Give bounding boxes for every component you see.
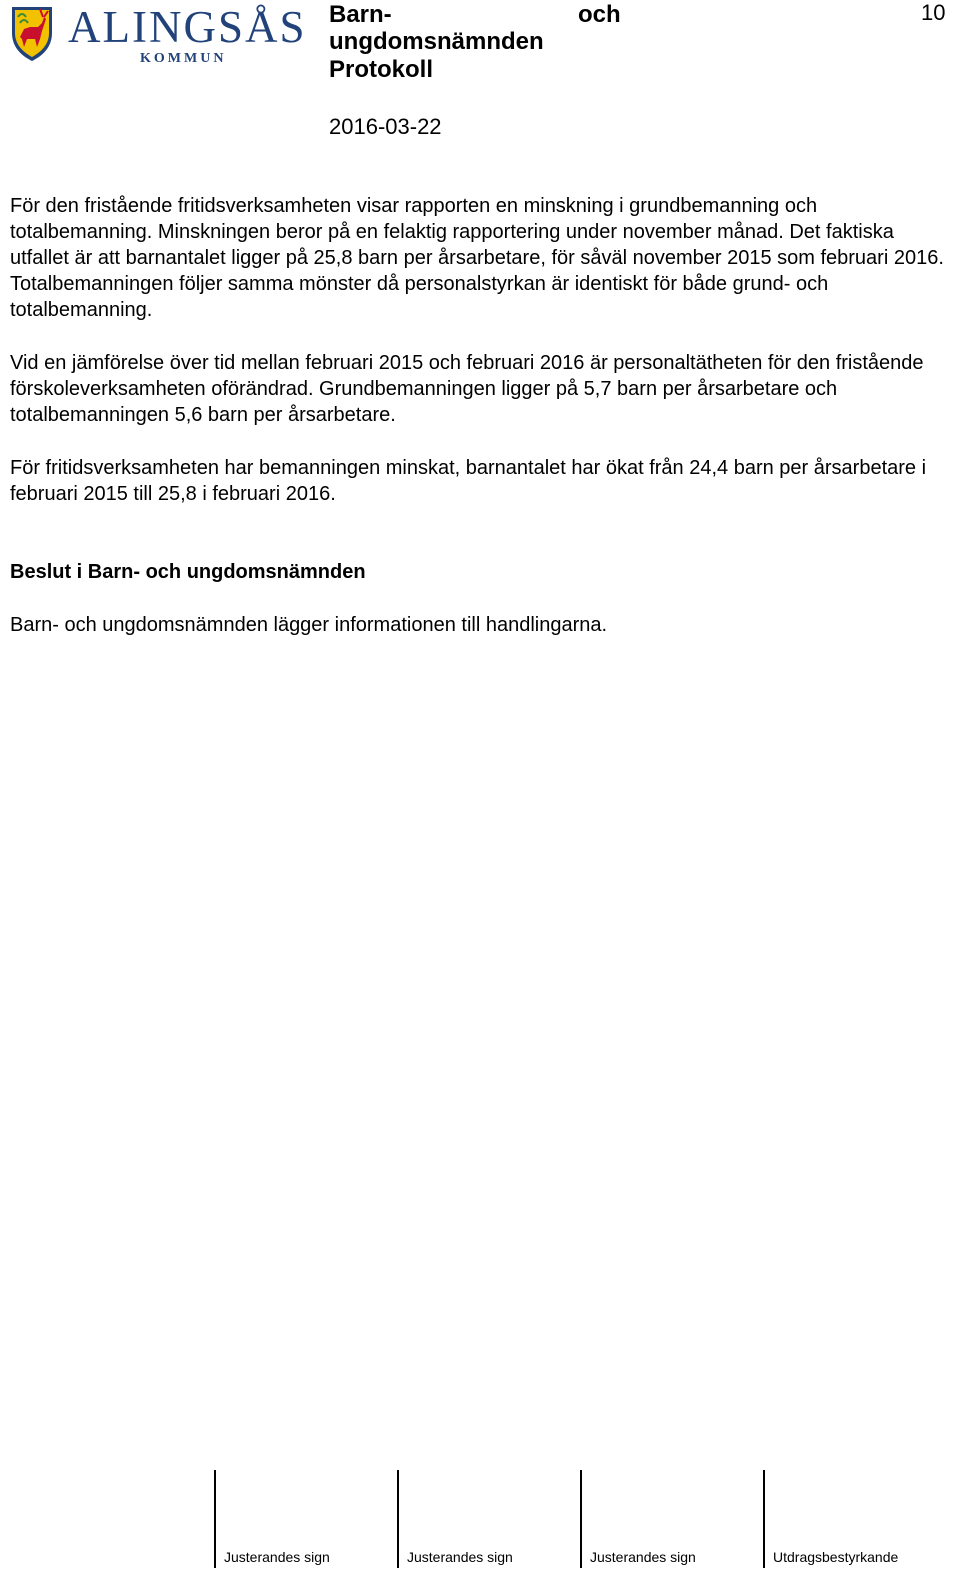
coat-of-arms-icon bbox=[10, 3, 54, 63]
paragraph-forskola: Vid en jämförelse över tid mellan februari 2015 och februari 2016 är personaltätheten för den fristående förskoleverksamheten oförändrad. Grundbemanningen ligger på 5,7 barn per årsarbetare och totalbemanningen 5,6 barn per årsarbetare. bbox=[10, 352, 924, 426]
page-number: 10 bbox=[921, 0, 946, 25]
header-title-protokoll: Protokoll bbox=[329, 56, 434, 83]
signature-label: Justerandes sign bbox=[224, 1549, 330, 1565]
header-title-line1: Barn- bbox=[329, 1, 392, 28]
signature-label: Utdragsbestyrkande bbox=[773, 1549, 899, 1565]
signature-divider bbox=[580, 1470, 582, 1568]
meeting-date: 2016-03-22 bbox=[329, 114, 442, 139]
decision-heading: Beslut i Barn- och ungdomsnämnden bbox=[10, 561, 366, 583]
decision-text: Barn- och ungdomsnämnden lägger informationen till handlingarna. bbox=[10, 614, 608, 636]
paragraph-fritids: För den fristående fritidsverksamheten visar rapporten en minskning i grundbemanning och totalbemanning. Minskningen beror på en felaktig rapportering under november månad. Det faktiska utfallet är att barnantalet ligger på 25,8 barn per årsarbetare, för såväl november 2015 som februari 2016. Totalbemanningen följer samma mönster då personalstyrkan är identiskt för både grund- och totalbemanning. bbox=[10, 195, 944, 321]
signature-divider bbox=[214, 1470, 216, 1568]
signature-label: Justerandes sign bbox=[590, 1549, 696, 1565]
municipality-logo bbox=[10, 2, 307, 67]
header-title-och: och bbox=[578, 1, 621, 28]
signature-divider bbox=[397, 1470, 399, 1568]
signature-divider bbox=[763, 1470, 765, 1568]
org-subtitle: KOMMUN bbox=[140, 51, 227, 66]
signature-label: Justerandes sign bbox=[407, 1549, 513, 1565]
header-title-line2: ungdomsnämnden bbox=[329, 28, 544, 55]
paragraph-fritidsverksamhet: För fritidsverksamheten har bemanningen minskat, barnantalet har ökat från 24,4 barn per årsarbetare i februari 2015 till 25,8 i februari 2016. bbox=[10, 457, 927, 505]
org-name: ALINGSÅS bbox=[68, 2, 307, 52]
